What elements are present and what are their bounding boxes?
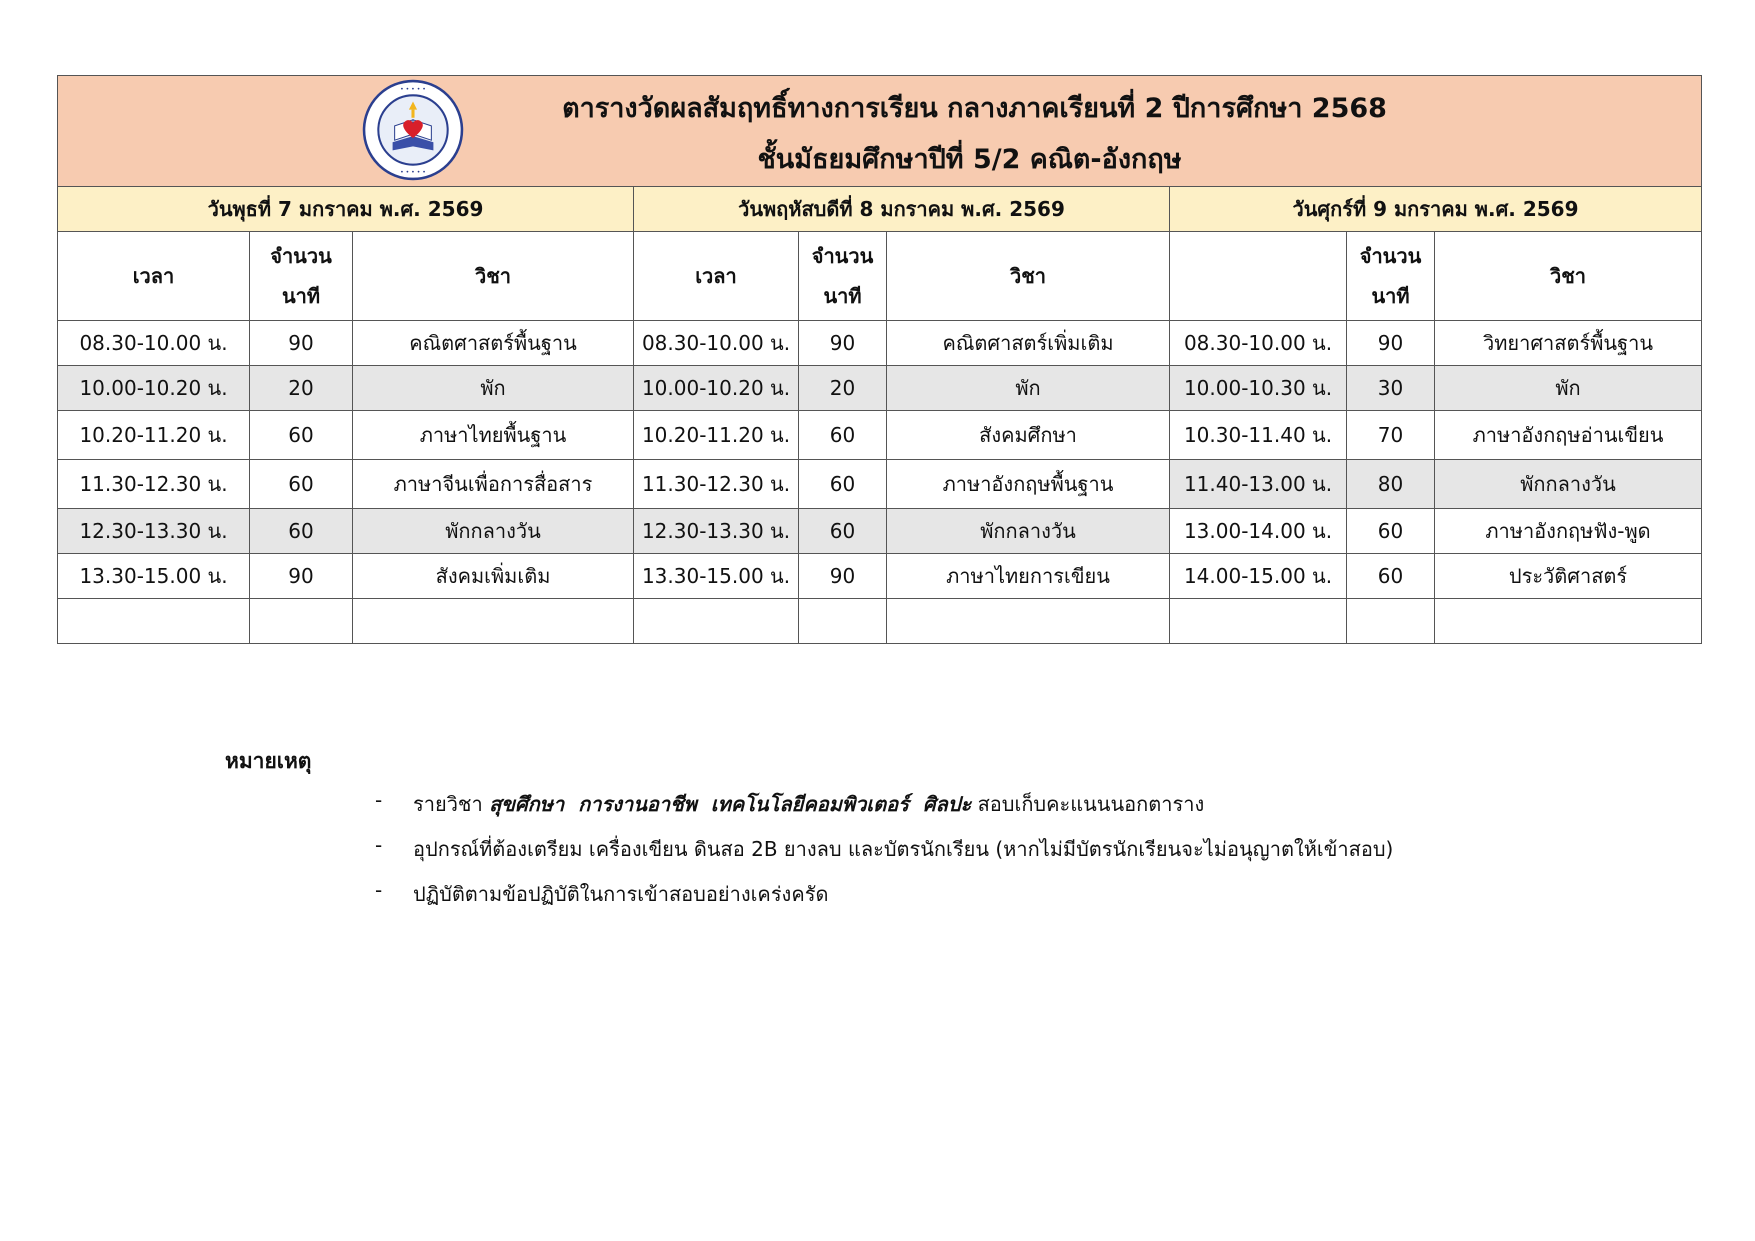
- empty-cell: [887, 599, 1170, 644]
- day-header-friday: วันศุกร์ที่ 9 มกราคม พ.ศ. 2569: [1170, 187, 1702, 232]
- time-cell: 11.30-12.30 น.: [634, 460, 799, 509]
- minutes-cell: 90: [1347, 321, 1435, 366]
- time-cell: 10.00-10.30 น.: [1170, 366, 1347, 411]
- subject-cell: ภาษาจีนเพื่อการสื่อสาร: [353, 460, 634, 509]
- table-row: [58, 554, 1702, 599]
- time-cell: 11.40-13.00 น.: [1170, 460, 1347, 509]
- column-header-time: [1170, 232, 1347, 321]
- minutes-cell: 90: [799, 554, 887, 599]
- empty-cell: [799, 599, 887, 644]
- column-header-time: เวลา: [634, 232, 799, 321]
- subject-cell: ภาษาอังกฤษอ่านเขียน: [1435, 411, 1702, 460]
- empty-cell: [353, 599, 634, 644]
- time-cell: 13.30-15.00 น.: [58, 554, 250, 599]
- column-header-minutes: จำนวน นาที: [1347, 232, 1435, 321]
- minutes-cell: 60: [1347, 554, 1435, 599]
- time-cell: 12.30-13.30 น.: [634, 509, 799, 554]
- time-cell: 10.00-10.20 น.: [58, 366, 250, 411]
- subject-cell: ภาษาอังกฤษฟัง-พูด: [1435, 509, 1702, 554]
- time-cell: 10.30-11.40 น.: [1170, 411, 1347, 460]
- empty-cell: [58, 599, 250, 644]
- time-cell: 14.00-15.00 น.: [1170, 554, 1347, 599]
- subject-cell: สังคมเพิ่มเติม: [353, 554, 634, 599]
- subject-cell: ภาษาไทยพื้นฐาน: [353, 411, 634, 460]
- minutes-cell: 20: [799, 366, 887, 411]
- table-row: [58, 366, 1702, 411]
- time-cell: 08.30-10.00 น.: [58, 321, 250, 366]
- time-cell: 10.20-11.20 น.: [634, 411, 799, 460]
- day-header-wednesday: วันพุธที่ 7 มกราคม พ.ศ. 2569: [58, 187, 634, 232]
- time-cell: 13.00-14.00 น.: [1170, 509, 1347, 554]
- time-cell: 11.30-12.30 น.: [58, 460, 250, 509]
- minutes-cell: 60: [799, 411, 887, 460]
- minutes-cell: 90: [799, 321, 887, 366]
- table-row: [58, 509, 1702, 554]
- note-prefix: รายวิชา: [413, 792, 483, 816]
- minutes-cell: 60: [250, 460, 353, 509]
- minutes-cell: 90: [250, 554, 353, 599]
- subject-cell: พัก: [353, 366, 634, 411]
- page-title: ตารางวัดผลสัมฤทธิ์ทางการเรียน กลางภาคเรียนที่ 2 ปีการศึกษา 2568: [562, 93, 1387, 124]
- bullet-dash: -: [375, 878, 383, 902]
- time-cell: 10.00-10.20 น.: [634, 366, 799, 411]
- schedule-sheet: [57, 75, 1701, 644]
- minutes-cell: 80: [1347, 460, 1435, 509]
- subject-cell: พักกลางวัน: [887, 509, 1170, 554]
- empty-cell: [1435, 599, 1702, 644]
- subject-cell: สังคมศึกษา: [887, 411, 1170, 460]
- empty-cell: [1170, 599, 1347, 644]
- empty-table-row: [58, 599, 1702, 644]
- minutes-cell: 70: [1347, 411, 1435, 460]
- exam-schedule-table: [57, 75, 1702, 644]
- title-cell: [58, 76, 1702, 187]
- subject-cell: ประวัติศาสตร์: [1435, 554, 1702, 599]
- minutes-cell: 60: [1347, 509, 1435, 554]
- minutes-cell: 60: [799, 460, 887, 509]
- time-cell: 08.30-10.00 น.: [1170, 321, 1347, 366]
- subject-cell: ภาษาอังกฤษพื้นฐาน: [887, 460, 1170, 509]
- note-text: ปฏิบัติตามข้อปฏิบัติในการเข้าสอบอย่างเคร่งครัด: [413, 882, 829, 906]
- subject-cell: พัก: [887, 366, 1170, 411]
- time-cell: 13.30-15.00 น.: [634, 554, 799, 599]
- column-header-subject: วิชา: [887, 232, 1170, 321]
- svg-text:• • • • •: • • • • •: [400, 168, 426, 176]
- subject-cell: พักกลางวัน: [353, 509, 634, 554]
- minutes-cell: 60: [250, 411, 353, 460]
- minutes-cell: 20: [250, 366, 353, 411]
- subject-cell: วิทยาศาสตร์พื้นฐาน: [1435, 321, 1702, 366]
- bullet-dash: -: [375, 788, 383, 812]
- minutes-cell: 30: [1347, 366, 1435, 411]
- column-header-time: เวลา: [58, 232, 250, 321]
- table-row: [58, 411, 1702, 460]
- table-row: [58, 460, 1702, 509]
- column-header-minutes: จำนวน นาที: [250, 232, 353, 321]
- note-suffix: สอบเก็บคะแนนนอกตาราง: [977, 792, 1205, 816]
- column-header-subject: วิชา: [353, 232, 634, 321]
- column-header-subject: วิชา: [1435, 232, 1702, 321]
- time-cell: 12.30-13.30 น.: [58, 509, 250, 554]
- page-subtitle: ชั้นมัธยมศึกษาปีที่ 5/2 คณิต-อังกฤษ: [757, 144, 1182, 175]
- subject-cell: พัก: [1435, 366, 1702, 411]
- empty-cell: [250, 599, 353, 644]
- notes-title: หมายเหตุ: [225, 749, 312, 773]
- note-subjects: สุขศึกษา การงานอาชีพ เทคโนโลยีคอมพิวเตอร์ ศิลปะ: [489, 792, 972, 816]
- column-header-minutes: จำนวน นาที: [799, 232, 887, 321]
- subject-cell: คณิตศาสตร์พื้นฐาน: [353, 321, 634, 366]
- table-row: [58, 321, 1702, 366]
- empty-cell: [1347, 599, 1435, 644]
- empty-cell: [634, 599, 799, 644]
- note-text: อุปกรณ์ที่ต้องเตรียม เครื่องเขียน ดินสอ 2B ยางลบ และบัตรนักเรียน (หากไม่มีบัตรนักเรียนจะไม่อนุญาตให้เข้าสอบ): [413, 837, 1394, 861]
- day-header-thursday: วันพฤหัสบดีที่ 8 มกราคม พ.ศ. 2569: [634, 187, 1170, 232]
- minutes-cell: 60: [250, 509, 353, 554]
- bullet-dash: -: [375, 833, 383, 857]
- time-cell: 10.20-11.20 น.: [58, 411, 250, 460]
- minutes-cell: 90: [250, 321, 353, 366]
- subject-cell: ภาษาไทยการเขียน: [887, 554, 1170, 599]
- svg-text:• • • • •: • • • • •: [400, 86, 426, 94]
- time-cell: 08.30-10.00 น.: [634, 321, 799, 366]
- minutes-cell: 60: [799, 509, 887, 554]
- subject-cell: พักกลางวัน: [1435, 460, 1702, 509]
- subject-cell: คณิตศาสตร์เพิ่มเติม: [887, 321, 1170, 366]
- notes-section: [225, 745, 311, 778]
